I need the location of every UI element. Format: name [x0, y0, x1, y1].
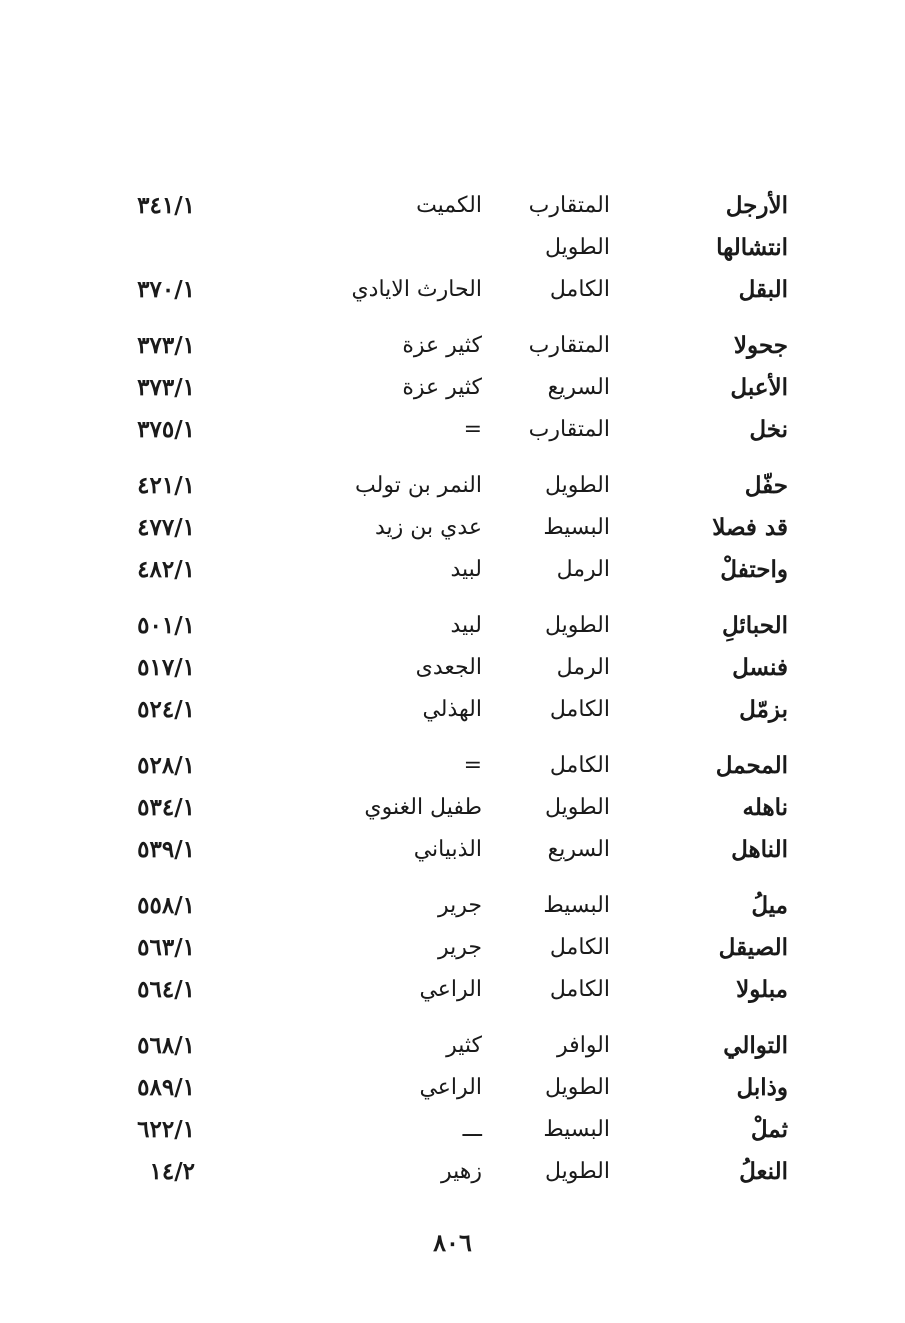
reference: ٥٢٤/١ [137, 696, 195, 723]
rhyme-word: وذابل [736, 1074, 788, 1101]
rhyme-index-table [110, 185, 800, 1207]
rhyme-word: الناهل [731, 836, 788, 863]
reference: ٥٦٨/١ [137, 1032, 195, 1059]
reference: ٣٧٣/١ [137, 374, 195, 401]
reference: ٣٧٣/١ [137, 332, 195, 359]
table-row [110, 367, 800, 409]
poet: ـــ [462, 1117, 482, 1142]
meter: الكامل [549, 753, 610, 778]
meter: الرمل [556, 655, 610, 680]
table-row [110, 689, 800, 731]
table-row [110, 325, 800, 367]
poet: زهير [440, 1159, 482, 1184]
meter: الطويل [544, 1159, 610, 1184]
poet: الحارث الايادي [351, 277, 482, 302]
table-row [110, 647, 800, 689]
table-row [110, 227, 800, 269]
reference: ٥٣٤/١ [137, 794, 195, 821]
meter: الطويل [544, 473, 610, 498]
rhyme-word: النعلُ [739, 1158, 788, 1185]
poet: الجعدى [415, 655, 482, 680]
reference: ٦٢٢/١ [137, 1116, 195, 1143]
table-row [110, 745, 800, 787]
rhyme-word: ميلُ [751, 892, 788, 919]
table-row [110, 1151, 800, 1193]
entry-group [110, 325, 800, 451]
table-row [110, 507, 800, 549]
table-row [110, 409, 800, 451]
poet: الراعي [419, 1075, 482, 1100]
table-row [110, 605, 800, 647]
table-row [110, 1109, 800, 1151]
poet: الكميت [416, 193, 482, 218]
rhyme-word: الأعبل [730, 374, 788, 401]
meter: الطويل [544, 1075, 610, 1100]
poet: جرير [438, 893, 482, 918]
meter: الطويل [544, 795, 610, 820]
meter: الرمل [556, 557, 610, 582]
table-row [110, 269, 800, 311]
meter: الكامل [549, 697, 610, 722]
table-row [110, 927, 800, 969]
meter: الوافر [557, 1033, 610, 1058]
table-row [110, 1025, 800, 1067]
rhyme-word: المحمل [715, 752, 788, 779]
rhyme-word: ناهله [742, 794, 788, 821]
reference: ٥٦٤/١ [137, 976, 195, 1003]
rhyme-word: فنسل [732, 654, 788, 681]
reference: ٥٣٩/١ [137, 836, 195, 863]
poet: النمر بن تولب [355, 473, 482, 498]
table-row [110, 1067, 800, 1109]
reference: ٣٧٥/١ [137, 416, 195, 443]
meter: السريع [547, 837, 610, 862]
reference: ٥٦٣/١ [137, 934, 195, 961]
poet: الذبياني [413, 837, 482, 862]
rhyme-word: بزمّل [739, 696, 788, 723]
reference: ٤٨٢/١ [137, 556, 195, 583]
table-row [110, 787, 800, 829]
entry-group [110, 1025, 800, 1193]
reference: ٥٥٨/١ [137, 892, 195, 919]
rhyme-word: قد فصلا [712, 514, 788, 541]
reference: ٥٠١/١ [137, 612, 195, 639]
table-row [110, 969, 800, 1011]
meter: الكامل [549, 935, 610, 960]
meter: الطويل [544, 613, 610, 638]
poet: كثير [446, 1033, 482, 1058]
entry-group [110, 745, 800, 871]
entry-group [110, 605, 800, 731]
meter: السريع [547, 375, 610, 400]
poet: كثير عزة [402, 333, 482, 358]
rhyme-word: حفّل [744, 472, 788, 499]
poet: الراعي [419, 977, 482, 1002]
reference: ٤٢١/١ [137, 472, 195, 499]
reference: ١٤/٢ [149, 1158, 195, 1185]
table-row [110, 185, 800, 227]
reference: ٥٨٩/١ [137, 1074, 195, 1101]
rhyme-word: الصيقل [718, 934, 788, 961]
meter: الكامل [549, 977, 610, 1002]
rhyme-word: نخل [749, 416, 788, 443]
poet: جرير [438, 935, 482, 960]
meter: البسيط [543, 515, 610, 540]
rhyme-word: واحتفلْ [720, 556, 788, 583]
rhyme-word: مبلولا [736, 976, 788, 1003]
entry-group [110, 885, 800, 1011]
rhyme-word: الحبائلِ [721, 612, 788, 639]
reference: ٤٧٧/١ [137, 514, 195, 541]
meter: البسيط [543, 893, 610, 918]
rhyme-word: البقل [738, 276, 788, 303]
meter: المتقارب [528, 417, 610, 442]
meter: الطويل [544, 235, 610, 260]
reference: ٥٢٨/١ [137, 752, 195, 779]
reference: ٥١٧/١ [137, 654, 195, 681]
table-row [110, 829, 800, 871]
reference: ٣٤١/١ [137, 192, 195, 219]
rhyme-word: جحولا [733, 332, 788, 359]
meter: المتقارب [528, 193, 610, 218]
rhyme-word: ثملْ [750, 1116, 788, 1143]
reference: ٣٧٠/١ [137, 276, 195, 303]
rhyme-word: الأرجل [725, 192, 788, 219]
poet: = [463, 417, 482, 442]
page-number: ٨٠٦ [433, 1228, 472, 1257]
poet: كثير عزة [402, 375, 482, 400]
rhyme-word: انتشالها [716, 234, 788, 261]
table-row [110, 549, 800, 591]
poet: = [463, 753, 482, 778]
poet: لبيد [450, 613, 482, 638]
poet: عدي بن زيد [374, 515, 482, 540]
entry-group [110, 465, 800, 591]
poet: الهذلي [422, 697, 482, 722]
entry-group [110, 185, 800, 311]
meter: المتقارب [528, 333, 610, 358]
table-row [110, 465, 800, 507]
poet: طفيل الغنوي [364, 795, 482, 820]
meter: الكامل [549, 277, 610, 302]
meter: البسيط [543, 1117, 610, 1142]
table-row [110, 885, 800, 927]
poet: لبيد [450, 557, 482, 582]
rhyme-word: التوالي [723, 1032, 788, 1059]
